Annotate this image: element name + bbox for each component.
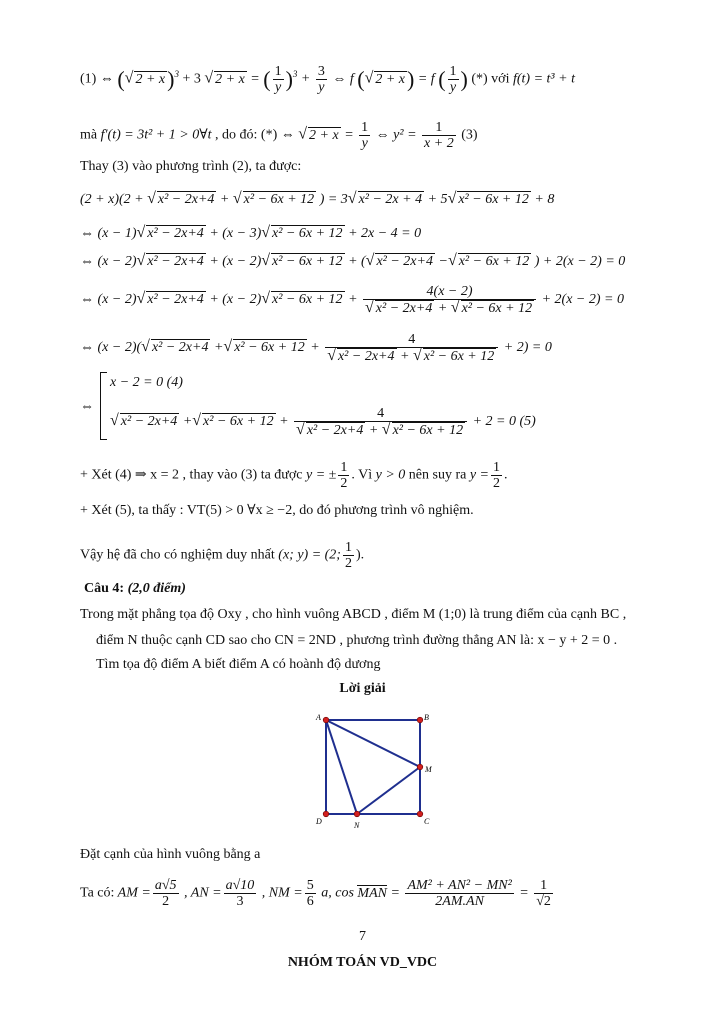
- question-text-1: Trong mặt phẳng tọa độ Oxy , cho hình vuông ABCD , điểm M (1;0) là trung điểm của cạnh BC ,: [80, 607, 627, 622]
- label-D: D: [316, 817, 322, 826]
- text-line-13: Đặt cạnh của hình vuông bằng a: [80, 847, 261, 862]
- text-line-11: + Xét (5), ta thấy : VT(5) > 0 ∀x ≥ −2, do đó phương trình vô nghiệm.: [80, 503, 474, 518]
- equation-line-6: ⇔ (x − 2)√ x² − 2x+4 + (x − 2)√ x² − 6x + 12 + (√ x² − 2x+4 −√ x² − 6x + 12 ) + 2(x − 2) = 0: [80, 252, 626, 269]
- equation-line-9-arrow: ⇔: [80, 399, 94, 414]
- page-number: 7: [359, 929, 366, 944]
- equation-line-14: Ta có: AM = $\frac{a√5}{2}$ , AN = $\frac{a√10}{3}$ , NM = $\frac{5}{6}$ a, cos MAN = $\frac{\text{AM² + AN² − MN²}}{2AM.AN}$ = $\frac{1}{√2}$: [80, 878, 551, 909]
- label-N: N: [354, 821, 360, 830]
- point-N: [354, 811, 360, 817]
- figure-lines: [326, 720, 420, 814]
- point-M: [417, 764, 423, 770]
- footer-group-name: NHÓM TOÁN VD_VDC: [287, 955, 438, 970]
- equation-line-7: ⇔ (x − 2)√ x² − 2x+4 + (x − 2)√ x² − 6x + 12 + $\frac{4(x - 2)}{\text{√ x² − 2x+4 + √ x² − 6x + 12}}$ + 2(x − 2) = 0: [80, 284, 624, 316]
- equation-line-8: ⇔ (x − 2)(√ x² − 2x+4 +√ x² − 6x + 12 + $\frac{4}{\text{√ x² − 2x+4 + √ x² − 6x + 12}}$ + 2) = 0: [80, 332, 552, 364]
- square-figure: [310, 708, 440, 830]
- text-line-3: Thay (3) vào phương trình (2), ta được:: [80, 159, 302, 174]
- point-A: [323, 717, 329, 723]
- segment-NM: [357, 767, 420, 814]
- label-C: C: [424, 817, 430, 826]
- question-4-heading: Câu 4: (2,0 điểm): [84, 581, 186, 596]
- text-line-12: Vậy hệ đã cho có nghiệm duy nhất (x; y) = (2; $\frac{1}{2}$ ).: [80, 540, 365, 571]
- text-line-10: + Xét (4) ⇒ x = 2 , thay vào (3) ta được y = ± $\frac{1}{2}$ . Vì y > 0 nên suy ra y = $\frac{1}{2}$ .: [80, 460, 508, 491]
- question-text-2: điểm N thuộc cạnh CD sao cho CN = 2ND , phương trình đường thẳng AN là: x − y + 2 = 0 .: [96, 633, 618, 648]
- equation-line-5: ⇔ (x − 1)√ x² − 2x+4 + (x − 3)√ x² − 6x + 12 + 2x − 4 = 0: [80, 224, 422, 241]
- system-bracket: [100, 372, 107, 440]
- equation-line-9b: √ x² − 2x+4 +√ x² − 6x + 12 + $\frac{4}{\text{√ x² − 2x+4 + √ x² − 6x + 12}}$ + 2 = 0 (5): [110, 406, 536, 438]
- question-text-3: Tìm tọa độ điểm A biết điểm A có hoành độ dương: [96, 657, 381, 672]
- equation-line-1: (1) ⇔ (√ 2 + x)$^3$ + 3 √ 2 + x = ( $\frac{1}{y}$ )$^3$ + $\frac{3}{y}$ ⇔ f (√ 2 + x) = f ( $\frac{1}{y}$ ) (*) với f(t) = t³ + t: [80, 64, 575, 95]
- point-B: [417, 717, 423, 723]
- label-B: B: [424, 713, 429, 722]
- label-M: M: [425, 765, 432, 774]
- label-A: A: [316, 713, 321, 722]
- equation-line-2: mà f′(t) = 3t² + 1 > 0∀t , do đó: (*) ⇔ √ 2 + x = $\frac{1}{y}$ ⇔ y² = $\frac{1}{x + 2}$ (3): [80, 120, 478, 151]
- point-C: [417, 811, 423, 817]
- equation-line-9a: x − 2 = 0 (4): [110, 375, 183, 390]
- equation-line-4: (2 + x)(2 + √ x² − 2x+4 + √ x² − 6x + 12 ) = 3√ x² − 2x + 4 + 5√ x² − 6x + 12 + 8: [80, 190, 555, 207]
- point-D: [323, 811, 329, 817]
- solution-heading: Lời giải: [339, 681, 386, 696]
